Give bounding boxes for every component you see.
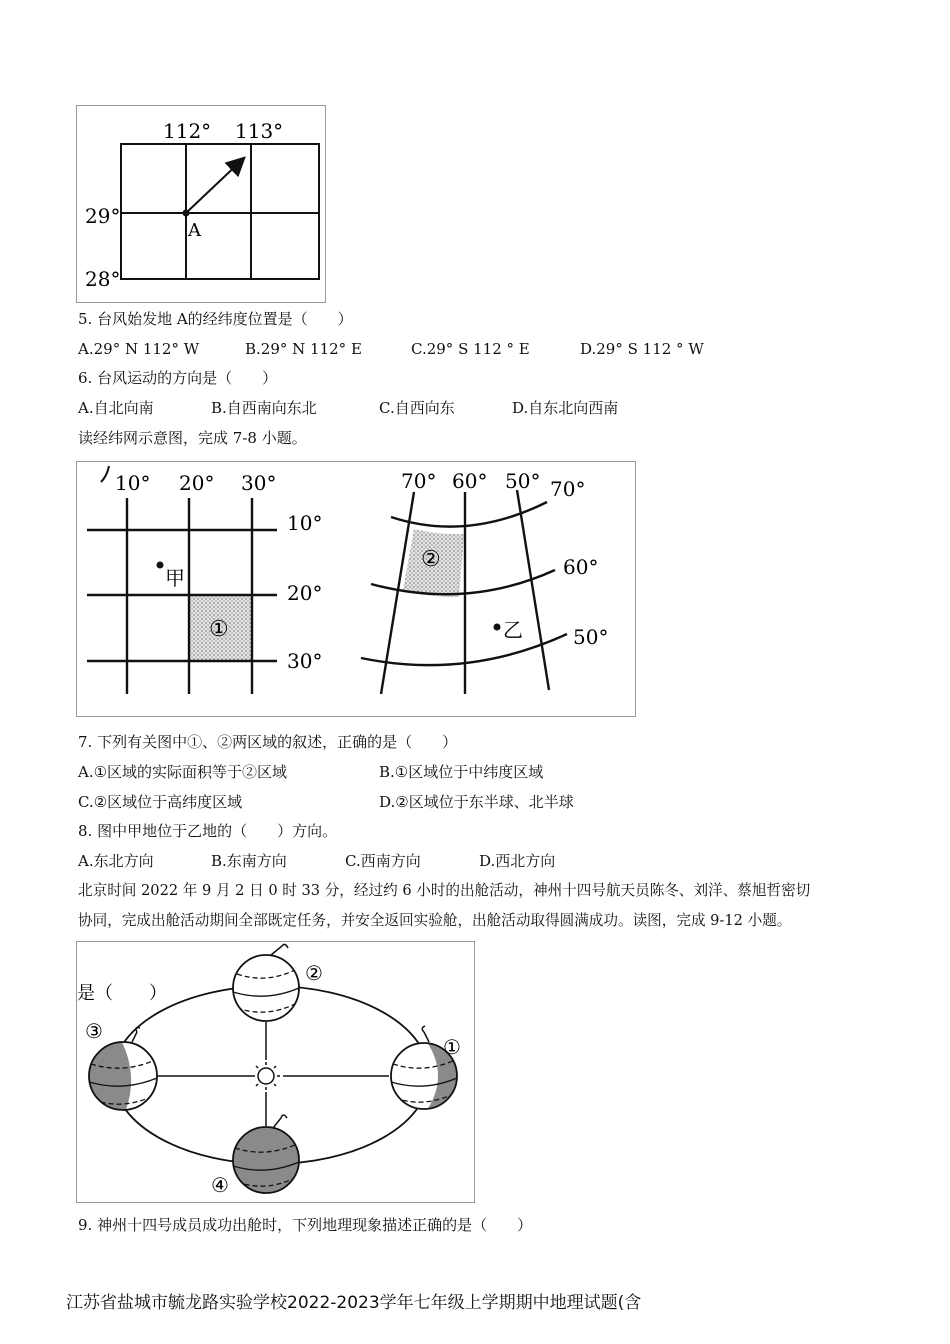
earth-orbit-figure (76, 941, 475, 1203)
q5-option-c: C.29° S 112 ° E (411, 340, 530, 358)
right-lon-60: 60° (452, 469, 488, 493)
right-lat-70: 70° (550, 477, 586, 501)
sun-icon (252, 1062, 280, 1090)
position-3-label: ③ (85, 1019, 103, 1043)
q7-option-c: C.②区域位于高纬度区域 (78, 793, 243, 811)
lon-label-113: 113° (235, 119, 284, 143)
intro-7-8: 读经纬网示意图，完成 7-8 小题。 (78, 429, 307, 447)
place-yi-label: 乙 (503, 618, 523, 642)
left-lat-30: 30° (287, 649, 323, 673)
q5-option-d: D.29° S 112 ° W (580, 340, 704, 358)
position-1-label: ① (443, 1035, 461, 1059)
latlong-grids-svg (77, 462, 635, 716)
q6-option-d: D.自东北向西南 (512, 399, 619, 417)
passage-line-1: 北京时间 2022 年 9 月 2 日 0 时 33 分，经过约 6 小时的出舱活动，神州十四号航天员陈冬、刘洋、蔡旭哲密切 (78, 882, 811, 899)
position-2-label: ② (305, 961, 323, 985)
latlong-grids-figure (76, 461, 636, 717)
q7-option-a: A.①区域的实际面积等于②区域 (78, 763, 288, 781)
earth-position-4 (233, 1115, 299, 1193)
document-footer: 江苏省盐城市毓龙路实验学校2022-2023学年七年级上学期期中地理试题(含 (66, 1293, 642, 1313)
passage-line-2: 协同，完成出舱活动期间全部既定任务，并安全返回实验舱，出舱活动取得圆满成功。读图，完成 9-12 小题。 (78, 912, 792, 929)
q6-option-a: A.自北向南 (78, 399, 154, 417)
left-lon-30: 30° (241, 471, 277, 495)
lat-label-29: 29° (85, 204, 121, 228)
q7-stem: 7. 下列有关图中①、②两区域的叙述，正确的是（ ） (78, 733, 458, 751)
left-lon-20: 20° (179, 471, 215, 495)
q8-option-d: D.西北方向 (479, 852, 556, 870)
place-yi-marker (494, 624, 501, 631)
q8-stem: 8. 图中甲地位于乙地的（ ）方向。 (78, 822, 338, 840)
lat-label-28: 28° (85, 267, 121, 291)
right-lat-60: 60° (563, 555, 599, 579)
grid-frame (121, 144, 319, 279)
typhoon-path-arrow (186, 159, 243, 213)
q7-option-d: D.②区域位于东半球、北半球 (379, 793, 574, 811)
q5-stem: 5. 台风始发地 A的经纬度位置是（ ） (78, 310, 353, 328)
lon-label-112: 112° (163, 119, 212, 143)
corner-text: 是（ ） (77, 983, 167, 1004)
left-lat-10: 10° (287, 511, 323, 535)
typhoon-grid-figure (76, 105, 326, 303)
meridian-50 (517, 490, 549, 690)
q6-option-c: C.自西向东 (379, 399, 455, 417)
region-2-label: ② (421, 547, 441, 572)
right-lat-50: 50° (573, 625, 609, 649)
q5-option-a: A.29° N 112° W (78, 340, 200, 358)
region-1-label: ① (209, 617, 229, 642)
earth-position-2 (233, 944, 299, 1021)
right-lon-50: 50° (505, 469, 541, 493)
q6-stem: 6. 台风运动的方向是（ ） (78, 369, 278, 387)
q8-option-a: A.东北方向 (78, 852, 154, 870)
place-jia-marker (157, 562, 164, 569)
right-lon-70: 70° (401, 469, 437, 493)
typhoon-grid-svg (77, 106, 325, 302)
q5-option-b: B.29° N 112° E (245, 340, 362, 358)
earth-orbit-svg (77, 942, 474, 1202)
point-a-label: A (188, 220, 201, 241)
parallel-70 (391, 502, 547, 527)
place-jia-label: 甲 (165, 566, 185, 590)
q9-stem: 9. 神州十四号成员成功出舱时，下列地理现象描述正确的是（ ） (78, 1216, 533, 1234)
q8-option-c: C.西南方向 (345, 852, 421, 870)
q6-option-b: B.自西南向东北 (211, 399, 317, 417)
left-lon-10: 10° (115, 471, 151, 495)
q8-option-b: B.东南方向 (211, 852, 287, 870)
position-4-label: ④ (211, 1173, 229, 1197)
q7-option-b: B.①区域位于中纬度区域 (379, 763, 544, 781)
left-lat-20: 20° (287, 581, 323, 605)
